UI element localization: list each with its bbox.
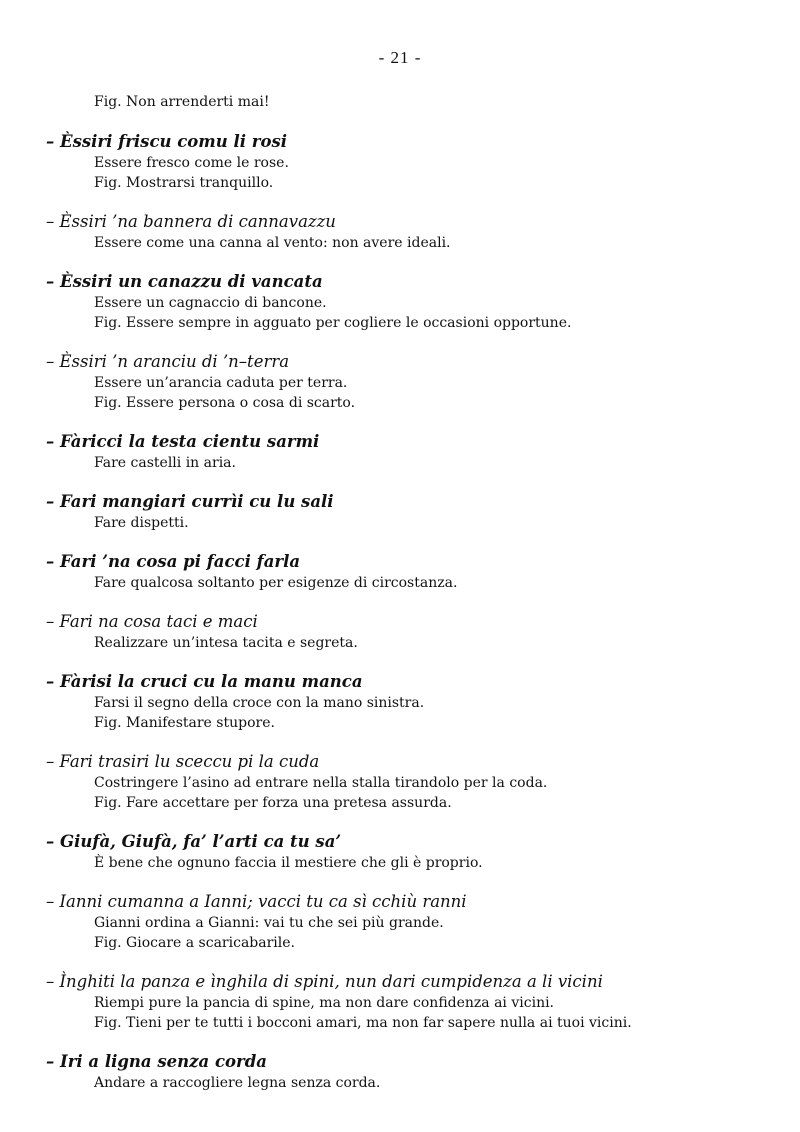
proverb-headword: – Fari na cosa taci e maci: [46, 612, 258, 631]
proverb-headword: – Giufà, Giufà, fa’ l’arti ca tu sa’: [46, 832, 342, 851]
entries-container: [46, 131, 766, 1093]
proverb-entry: [46, 211, 766, 253]
proverb-gloss: Essere un’arancia caduta per terra.: [94, 375, 348, 391]
proverb-gloss: Fig. Giocare a scaricabarile.: [94, 935, 295, 951]
proverb-gloss: Essere come una canna al vento: non avere ideali.: [94, 235, 451, 251]
continuation-gloss: Fig. Non arrenderti mai!: [94, 94, 270, 110]
proverb-entry: [46, 611, 766, 653]
proverb-entry: [46, 131, 766, 193]
proverb-headword: – Fàricci la testa cientu sarmi: [46, 432, 320, 451]
proverb-entry: [46, 551, 766, 593]
proverb-headword: – Èssiri un canazzu di vancata: [46, 272, 323, 291]
proverb-gloss: Fare dispetti.: [94, 515, 189, 531]
proverb-gloss: Fig. Essere sempre in agguato per cogliere le occasioni opportune.: [94, 315, 572, 331]
proverb-entry: [46, 351, 766, 413]
proverb-entry: [46, 971, 766, 1033]
proverb-gloss: Andare a raccogliere legna senza corda.: [94, 1075, 381, 1091]
proverb-gloss: Fig. Essere persona o cosa di scarto.: [94, 395, 356, 411]
proverb-entry: [46, 751, 766, 813]
proverb-gloss: Riempi pure la pancia di spine, ma non dare confidenza ai vicini.: [94, 995, 555, 1011]
proverb-gloss: Fare qualcosa soltanto per esigenze di circostanza.: [94, 575, 458, 591]
proverb-headword: – Ìnghiti la panza e ìnghila di spini, nun dari cumpidenza a li vicini: [46, 972, 603, 991]
proverb-entry: [46, 671, 766, 733]
proverb-gloss: Fig. Fare accettare per forza una pretesa assurda.: [94, 795, 452, 811]
proverb-gloss: È bene che ognuno faccia il mestiere che gli è proprio.: [94, 855, 483, 871]
proverb-list: [46, 92, 766, 1111]
proverb-entry: [46, 831, 766, 873]
proverb-gloss: Gianni ordina a Gianni: vai tu che sei più grande.: [94, 915, 444, 931]
proverb-gloss: Essere un cagnaccio di bancone.: [94, 295, 327, 311]
proverb-entry: [46, 891, 766, 953]
proverb-headword: – Ianni cumanna a Ianni; vacci tu ca sì cchiù ranni: [46, 892, 467, 911]
proverb-headword: – Fari trasiri lu sceccu pi la cuda: [46, 752, 320, 771]
proverb-gloss: Essere fresco come le rose.: [94, 155, 289, 171]
proverb-headword: – Iri a ligna senza corda: [46, 1052, 267, 1071]
proverb-headword: – Èssiri friscu comu li rosi: [46, 132, 288, 151]
page-number: - 21 -: [378, 48, 422, 67]
proverb-gloss: Fig. Tieni per te tutti i bocconi amari, ma non far sapere nulla ai tuoi vicini.: [94, 1015, 632, 1031]
proverb-gloss: Fig. Mostrarsi tranquillo.: [94, 175, 274, 191]
proverb-entry: [46, 491, 766, 533]
proverb-headword: – Fari mangiari currìi cu lu sali: [46, 492, 334, 511]
proverb-entry: [46, 271, 766, 333]
proverb-headword: – Fari ’na cosa pi facci farla: [46, 552, 301, 571]
proverb-headword: – Fàrisi la cruci cu la manu manca: [46, 672, 363, 691]
proverb-entry: [46, 1051, 766, 1093]
proverb-headword: – Èssiri ’n aranciu di ’n–terra: [46, 352, 290, 371]
proverb-entry: [46, 431, 766, 473]
proverb-gloss: Costringere l’asino ad entrare nella stalla tirandolo per la coda.: [94, 775, 548, 791]
proverb-gloss: Farsi il segno della croce con la mano sinistra.: [94, 695, 425, 711]
proverb-gloss: Fare castelli in aria.: [94, 455, 236, 471]
proverb-gloss: Fig. Manifestare stupore.: [94, 715, 275, 731]
proverb-headword: – Èssiri ’na bannera di cannavazzu: [46, 212, 336, 231]
proverb-gloss: Realizzare un’intesa tacita e segreta.: [94, 635, 358, 651]
